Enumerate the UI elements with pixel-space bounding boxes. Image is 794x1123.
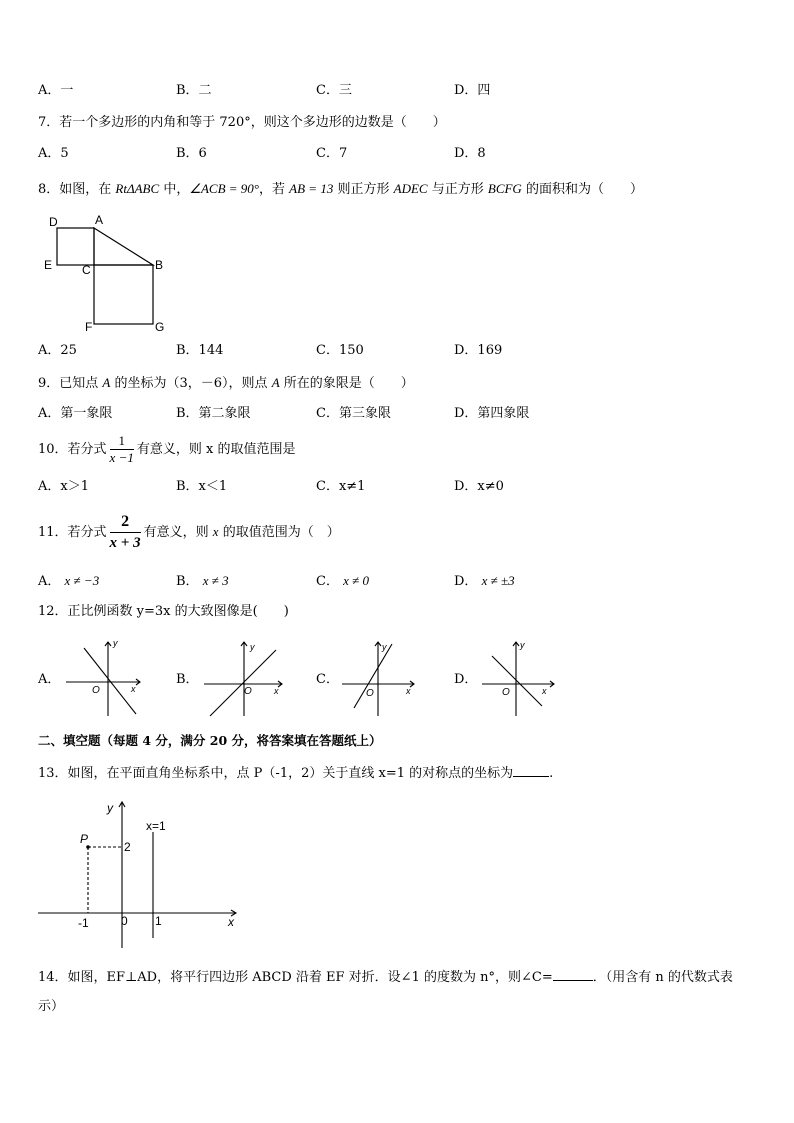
q9-stem: 9．已知点 A 的坐标为（3，－6），则点 A 所在的象限是（ ）	[38, 375, 414, 391]
q12-graph-a	[62, 636, 146, 718]
svg-text:O: O	[502, 687, 510, 698]
q9-option-a: A．第一象限	[38, 406, 113, 421]
q10-stem: 10．若分式 $\frac{1}{x -1}$ 有意义，则 x 的取值范围是	[38, 433, 296, 465]
label-g: G	[155, 320, 165, 334]
svg-text:y: y	[382, 642, 387, 652]
q8-figure	[40, 210, 180, 336]
q14-answer-blank	[553, 968, 593, 981]
q11-option-c: C． x ≠ 0	[316, 573, 369, 589]
q13-answer-blank	[513, 764, 549, 777]
svg-text:y: y	[113, 638, 118, 648]
q8-option-c: C．150	[316, 343, 364, 358]
svg-text:y: y	[520, 640, 525, 650]
q13-figure	[36, 796, 242, 956]
label-e: E	[44, 258, 53, 272]
q6-option-b: B．二	[176, 83, 212, 98]
q12-graph-d	[478, 636, 558, 718]
q8-option-a: A．25	[38, 343, 77, 358]
q12-graph-b	[200, 636, 288, 718]
svg-text:x: x	[406, 686, 411, 696]
svg-text:2: 2	[124, 840, 131, 854]
svg-text:x=1: x=1	[146, 819, 166, 833]
q11-option-d: D． x ≠ ±3	[454, 573, 515, 589]
q6-option-d: D．四	[454, 83, 491, 98]
q12-option-c-label: C．	[316, 672, 339, 687]
svg-text:P: P	[80, 832, 89, 846]
svg-text:y: y	[107, 801, 113, 815]
svg-text:-1: -1	[78, 916, 89, 930]
q7-option-b: B．6	[176, 146, 207, 161]
section-2-title: 二、填空题（每题 4 分，满分 20 分，将答案填在答题纸上）	[38, 733, 382, 748]
svg-text:0: 0	[121, 914, 128, 928]
svg-text:x: x	[131, 684, 136, 694]
square-bcfg	[94, 265, 153, 324]
q12-option-d-label: D．	[454, 672, 478, 687]
q6-option-c: C．三	[316, 83, 352, 98]
q7-option-c: C．7	[316, 146, 348, 161]
q9-option-b: B．第二象限	[176, 406, 251, 421]
q7-stem: 7．若一个多边形的内角和等于 720°，则这个多边形的边数是（ ）	[38, 115, 446, 130]
q7-option-a: A．5	[38, 146, 69, 161]
graph-d-line	[492, 656, 542, 706]
q9-option-c: C．第三象限	[316, 406, 391, 421]
graph-a-line	[84, 648, 136, 714]
q13-stem: 13．如图，在平面直角坐标系中，点 P（-1，2）关于直线 x=1 的对称点的坐标为 .	[38, 766, 554, 781]
triangle-acb	[94, 228, 153, 265]
svg-text:O: O	[366, 688, 374, 699]
q11-stem: 11．若分式 $\frac{2}{x + 3}$ 有意义，则 x 的取值范围为（ ）	[38, 513, 340, 551]
q11-fraction: $\frac{2}{x + 3}$	[109, 513, 141, 551]
svg-text:y: y	[250, 642, 255, 652]
svg-text:x: x	[274, 686, 279, 696]
svg-text:1: 1	[155, 914, 162, 928]
q8-option-d: D．169	[454, 343, 503, 358]
q12-option-a-label: A．	[38, 672, 61, 687]
q12-stem: 12．正比例函数 y=3x 的大致图像是( )	[38, 604, 289, 619]
square-adec	[57, 228, 94, 265]
q8-option-b: B．144	[176, 343, 224, 358]
label-c: C	[82, 263, 91, 277]
graph-b-line	[210, 650, 276, 716]
label-f: F	[85, 320, 93, 334]
svg-text:O: O	[244, 686, 252, 697]
q11-option-b: B． x ≠ 3	[176, 573, 229, 589]
q10-option-d: D．x≠0	[454, 479, 504, 494]
q11-option-a: A． x ≠ −3	[38, 573, 100, 589]
q10-option-b: B．x＜1	[176, 479, 228, 494]
q10-option-c: C．x≠1	[316, 479, 366, 494]
q10-fraction: $\frac{1}{x -1}$	[109, 433, 134, 465]
q6-option-a: A．一	[38, 83, 74, 98]
q12-option-b-label: B．	[176, 672, 199, 687]
label-b: B	[155, 258, 164, 272]
q12-graph-c	[338, 636, 418, 718]
label-d: D	[49, 215, 58, 229]
q14-line-1: 14．如图，EF⊥AD，将平行四边形 ABCD 沿着 EF 对折．设∠1 的度数为 n°，则∠C= ．（用含有 n 的代数式表	[38, 970, 733, 985]
q10-option-a: A．x＞1	[38, 479, 89, 494]
label-a: A	[95, 213, 104, 227]
svg-text:x: x	[542, 686, 547, 696]
q14-line-2: 示）	[38, 999, 65, 1014]
svg-text:x: x	[228, 915, 234, 929]
q8-stem: 8．如图，在 RtΔABC 中，∠ACB = 90°，若 AB = 13 则正方形 ADEC 与正方形 BCFG 的面积和为（ ）	[38, 181, 643, 197]
q7-option-d: D．8	[454, 146, 486, 161]
q9-option-d: D．第四象限	[454, 406, 530, 421]
svg-text:O: O	[92, 685, 100, 696]
